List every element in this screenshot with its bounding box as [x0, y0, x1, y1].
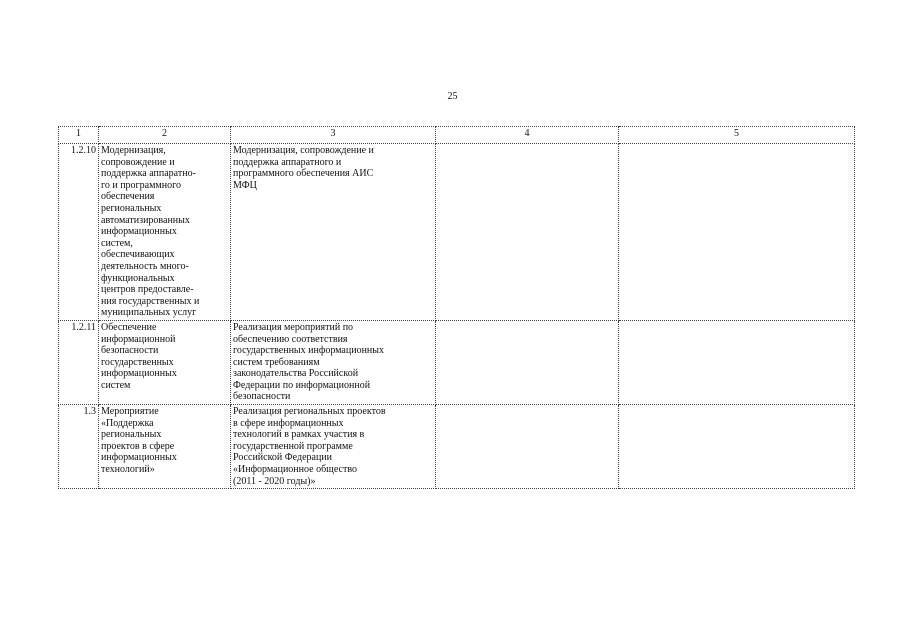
- column-number-1: 1: [59, 127, 99, 144]
- row-number: 1.2.10: [59, 144, 99, 321]
- text-line: обеспечению соответствия: [233, 333, 348, 345]
- activity-description-cell: [231, 405, 436, 489]
- document-table: [58, 126, 855, 489]
- text-line: Реализация региональных проектов: [233, 406, 386, 418]
- column-5-cell: [619, 320, 855, 404]
- table-row: [59, 405, 855, 489]
- text-line: информационных: [101, 452, 177, 464]
- text-line: «Поддержка: [101, 417, 154, 429]
- column-number-2: 2: [99, 127, 231, 144]
- text-line: центров предоставле-: [101, 284, 194, 296]
- text-line: региональных: [101, 429, 162, 441]
- activity-name-cell: [99, 405, 231, 489]
- text-line: МФЦ: [233, 179, 257, 191]
- text-line: сопровождение и: [101, 156, 175, 168]
- text-line: технологий в рамках участия в: [233, 429, 365, 441]
- text-line: в сфере информационных: [233, 417, 344, 429]
- text-line: деятельность много-: [101, 260, 189, 272]
- text-line: государственных информационных: [233, 345, 384, 357]
- text-line: го и программного: [101, 179, 181, 191]
- text-line: безопасности: [233, 391, 291, 403]
- text-line: обеспечивающих: [101, 249, 175, 261]
- text-line: Обеспечение: [101, 321, 157, 333]
- activity-name-cell: [99, 144, 231, 321]
- text-line: систем требованиям: [233, 356, 320, 368]
- row-number: 1.3: [59, 405, 99, 489]
- text-line: систем: [101, 379, 131, 391]
- text-line: Мероприятие: [101, 406, 159, 418]
- text-line: Реализация мероприятий по: [233, 321, 354, 333]
- text-line: информационных: [101, 368, 177, 380]
- column-4-cell: [436, 144, 619, 321]
- row-number: 1.2.11: [59, 320, 99, 404]
- activity-name-cell: [99, 320, 231, 404]
- text-line: Российской Федерации: [233, 452, 333, 464]
- text-line: «Информационное общество: [233, 464, 358, 476]
- column-number-3: 3: [231, 127, 436, 144]
- text-line: поддержка аппаратно-: [101, 168, 196, 180]
- text-line: технологий»: [101, 464, 155, 476]
- column-5-cell: [619, 144, 855, 321]
- text-line: региональных: [101, 202, 162, 214]
- text-line: проектов в сфере: [101, 440, 175, 452]
- activity-description-cell: [231, 320, 436, 404]
- text-line: поддержка аппаратного и: [233, 156, 342, 168]
- table-row: [59, 144, 855, 321]
- column-5-cell: [619, 405, 855, 489]
- table-row: [59, 320, 855, 404]
- page-number: 25: [447, 91, 458, 102]
- text-line: обеспечения: [101, 191, 155, 203]
- text-line: Модернизация, сопровождение и: [233, 145, 374, 156]
- text-line: Модернизация,: [101, 145, 166, 156]
- text-line: государственных: [101, 356, 174, 368]
- text-line: информационной: [101, 333, 176, 345]
- column-4-cell: [436, 320, 619, 404]
- text-line: законодательства Российской: [233, 368, 359, 380]
- column-number-4: 4: [436, 127, 619, 144]
- text-line: программного обеспечения АИС: [233, 168, 374, 180]
- text-line: безопасности: [101, 345, 159, 357]
- text-line: информационных: [101, 226, 177, 238]
- text-line: автоматизированных: [101, 214, 190, 226]
- text-line: государственной программе: [233, 440, 353, 452]
- text-line: Федерации по информационной: [233, 379, 371, 391]
- text-line: муниципальных услуг: [101, 307, 197, 319]
- column-number-5: 5: [619, 127, 855, 144]
- activity-description-cell: [231, 144, 436, 321]
- text-line: (2011 - 2020 годы)»: [233, 475, 316, 487]
- text-line: функциональных: [101, 272, 175, 284]
- table-header-row: [59, 127, 855, 144]
- column-4-cell: [436, 405, 619, 489]
- text-line: систем,: [101, 237, 133, 249]
- text-line: ния государственных и: [101, 295, 200, 307]
